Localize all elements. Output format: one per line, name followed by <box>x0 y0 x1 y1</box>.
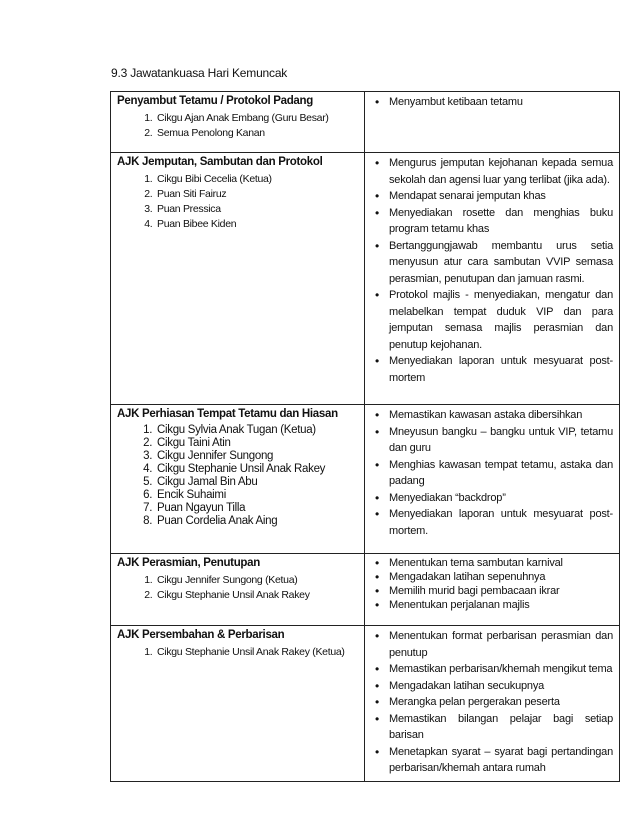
task-item: • Menyediakan “backdrop” <box>389 490 613 507</box>
member-item: 7. Puan Ngayun Tilla <box>155 502 358 515</box>
task-item: • Menghias kawasan tempat tetamu, astaka dan padang <box>389 457 613 490</box>
task-item: • Menyambut ketibaan tetamu <box>389 94 613 111</box>
member-item: 2. Cikgu Stephanie Unsil Anak Rakey <box>155 588 358 603</box>
task-item: • Bertanggungjawab membantu urus setia menyusun atur cara sambutan VVIP semasa perasmian, penutupan dan jamuan rasmi. <box>389 238 613 288</box>
task-item: • Protokol majlis - menyediakan, mengatur dan melabelkan tempat duduk VIP dan para jemputan semasa majlis perasmian dan penutup kejohanan. <box>389 287 613 353</box>
task-item: • Menentukan tema sambutan karnival <box>389 556 613 570</box>
member-item: 2. Puan Siti Fairuz <box>155 187 358 202</box>
task-cell <box>365 153 620 405</box>
task-item: • Memastikan perbarisan/khemah mengikut tema <box>389 661 613 678</box>
member-item: 1. Cikgu Stephanie Unsil Anak Rakey (Ketua) <box>155 645 358 660</box>
task-item: • Menetapkan syarat – syarat bagi pertandingan perbarisan/khemah antara rumah <box>389 744 613 777</box>
task-item: • Mengadakan latihan sepenuhnya <box>389 570 613 584</box>
task-item: • Mengurus jemputan kejohanan kepada semua sekolah dan agensi luar yang terlibat (jika ada). <box>389 155 613 188</box>
task-item: • Merangka pelan pergerakan peserta <box>389 694 613 711</box>
committee-title: Penyambut Tetamu / Protokol Padang <box>117 95 313 107</box>
task-item: • Menyediakan rosette dan menghias buku program tetamu khas <box>389 205 613 238</box>
task-list <box>371 94 613 111</box>
task-cell <box>365 554 620 626</box>
member-item: 1. Cikgu Bibi Cecelia (Ketua) <box>155 172 358 187</box>
member-list <box>117 573 358 603</box>
member-item: 3. Puan Pressica <box>155 202 358 217</box>
task-list <box>371 407 613 539</box>
committee-cell <box>111 554 365 626</box>
committee-row <box>111 153 620 405</box>
task-list <box>371 628 613 777</box>
task-item: • Menyediakan laporan untuk mesyuarat post-mortem <box>389 353 613 386</box>
committee-title: AJK Perhiasan Tempat Tetamu dan Hiasan <box>117 408 338 420</box>
task-item: • Memilih murid bagi pembacaan ikrar <box>389 584 613 598</box>
member-list <box>117 111 358 141</box>
committee-cell <box>111 92 365 153</box>
member-item: 1. Cikgu Jennifer Sungong (Ketua) <box>155 573 358 588</box>
member-item: 1. Cikgu Ajan Anak Embang (Guru Besar) <box>155 111 358 126</box>
task-item: • Menentukan perjalanan majlis <box>389 598 613 612</box>
task-item: • Menyediakan laporan untuk mesyuarat post-mortem. <box>389 506 613 539</box>
member-item: 6. Encik Suhaimi <box>155 489 358 502</box>
task-item: • Memastikan bilangan pelajar bagi setiap barisan <box>389 711 613 744</box>
committee-title: AJK Jemputan, Sambutan dan Protokol <box>117 156 323 168</box>
member-item: 8. Puan Cordelia Anak Aing <box>155 515 358 528</box>
committee-cell <box>111 626 365 782</box>
member-item: 4. Puan Bibee Kiden <box>155 217 358 232</box>
committee-cell <box>111 153 365 405</box>
member-item: 1. Cikgu Sylvia Anak Tugan (Ketua) <box>155 424 358 437</box>
committee-row <box>111 405 620 554</box>
member-item: 2. Cikgu Taini Atin <box>155 437 358 450</box>
member-item: 2. Semua Penolong Kanan <box>155 126 358 141</box>
committee-row <box>111 626 620 782</box>
member-item: 3. Cikgu Jennifer Sungong <box>155 450 358 463</box>
committee-table <box>110 91 620 782</box>
task-item: • Menentukan format perbarisan perasmian dan penutup <box>389 628 613 661</box>
committee-title: AJK Persembahan & Perbarisan <box>117 629 285 641</box>
member-list <box>117 645 358 660</box>
task-item: • Memastikan kawasan astaka dibersihkan <box>389 407 613 424</box>
member-item: 4. Cikgu Stephanie Unsil Anak Rakey <box>155 463 358 476</box>
committee-row <box>111 92 620 153</box>
task-item: • Mendapat senarai jemputan khas <box>389 188 613 205</box>
task-list <box>371 556 613 612</box>
committee-row <box>111 554 620 626</box>
member-list <box>117 424 358 528</box>
task-list <box>371 155 613 386</box>
member-list <box>117 172 358 232</box>
committee-title: AJK Perasmian, Penutupan <box>117 557 260 569</box>
task-item: • Mneyusun bangku – bangku untuk VIP, tetamu dan guru <box>389 424 613 457</box>
task-cell <box>365 405 620 554</box>
section-heading: 9.3 Jawatankuasa Hari Kemuncak <box>111 66 288 80</box>
member-item: 5. Cikgu Jamal Bin Abu <box>155 476 358 489</box>
committee-cell <box>111 405 365 554</box>
task-cell <box>365 92 620 153</box>
task-cell <box>365 626 620 782</box>
task-item: • Mengadakan latihan secukupnya <box>389 678 613 695</box>
